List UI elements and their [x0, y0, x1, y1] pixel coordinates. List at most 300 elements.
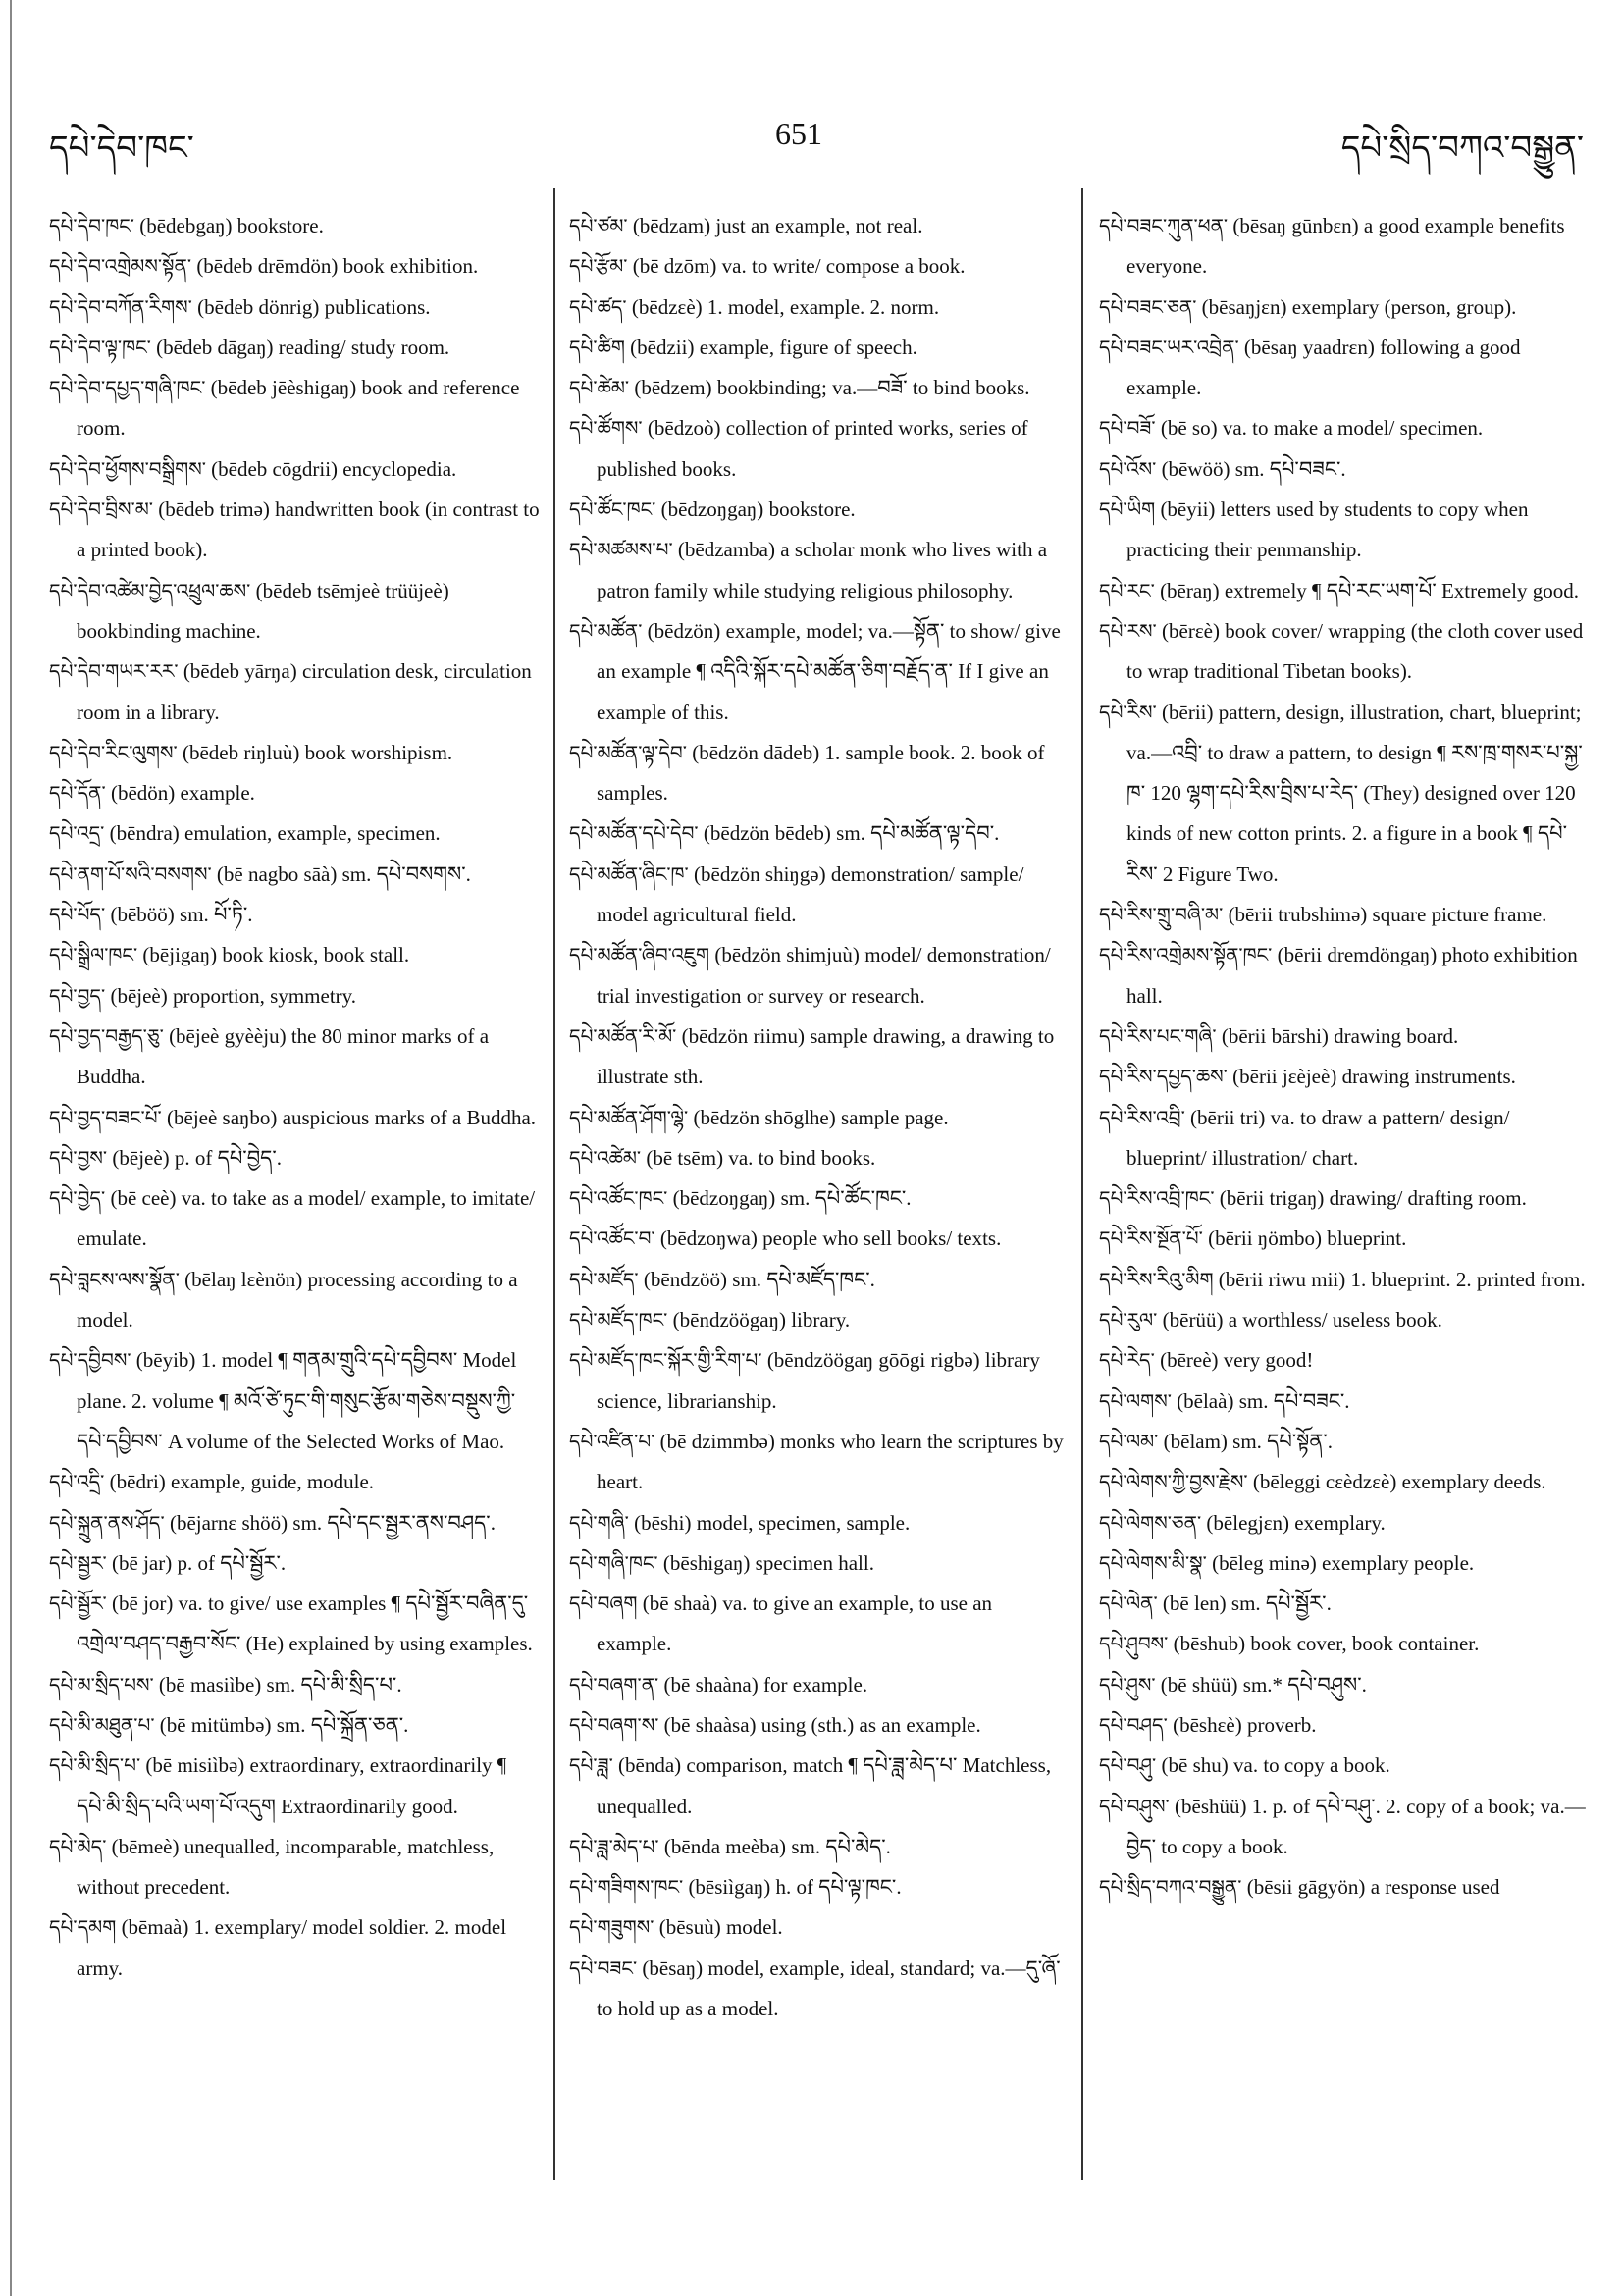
entry-transliteration: (bēwöö) [1161, 456, 1230, 481]
dictionary-entry [1099, 1665, 1590, 1705]
entry-transliteration: (bēdzön shimjuù) [714, 943, 860, 967]
entry-headword: དཔེ་སྒྲིལ་ཁང་ [49, 943, 138, 967]
entry-headword: དཔེ་བྱས་ [49, 1145, 108, 1170]
entry-transliteration: (bē misiìbə) [145, 1753, 245, 1778]
entry-definition: circulation desk, circulation room in a library. [77, 659, 532, 724]
entry-headword: དཔེ་བྱེད་ [49, 1186, 106, 1211]
dictionary-entry [1099, 1584, 1590, 1624]
entry-transliteration: (bējeè) [110, 983, 168, 1008]
dictionary-entry [49, 773, 540, 813]
entry-transliteration: (bējarnε shöö) [169, 1510, 288, 1535]
entry-transliteration: (bē shaàsa) [663, 1712, 757, 1737]
entry-definition: va. to write/ compose a book. [721, 254, 966, 279]
entry-definition: p. of དཔེ་སྦྱོར་. [177, 1550, 287, 1575]
dictionary-entry [49, 1462, 540, 1502]
entry-definition: book cover/ wrapping (the cloth cover used to wrap traditional Tibetan books). [1126, 618, 1584, 684]
entry-transliteration: (bēdeb cōgdrii) [211, 456, 339, 481]
entry-transliteration: (bēleggi cεèdzεè) [1252, 1470, 1397, 1494]
dictionary-entry [49, 1907, 540, 1989]
dictionary-entry [1099, 1867, 1590, 1907]
entry-transliteration: (bēdzoŋgaŋ) [660, 497, 764, 522]
dictionary-entry [569, 287, 1068, 328]
entry-definition: encyclopedia. [342, 456, 457, 481]
dictionary-entry [569, 733, 1068, 814]
entry-transliteration: (bē jor) [112, 1592, 174, 1616]
dictionary-entry [1099, 693, 1590, 895]
entry-headword: དཔེ་མཚོན་ལྟ་དེབ་ [569, 740, 687, 764]
entry-transliteration: (bēdzoŋgaŋ) [672, 1186, 776, 1211]
entry-definition: book exhibition. [342, 254, 479, 279]
dictionary-entry [49, 490, 540, 571]
dictionary-entry [569, 813, 1068, 854]
entry-definition: model, example, ideal, standard; va.—དུ་ཞོ་ to hold up as a model. [597, 1956, 1061, 2021]
dictionary-entry [49, 287, 540, 328]
entry-headword: དཔེ་ལེགས་ཅན་ [1099, 1510, 1202, 1535]
dictionary-entry [569, 1584, 1068, 1665]
entry-headword: དཔེ་དབྱིབས་ [49, 1348, 131, 1373]
entry-definition: following a good example. [1126, 335, 1521, 400]
entry-transliteration: (bēdzön riimu) [681, 1023, 805, 1048]
entry-definition: sm. དཔེ་མཛོད་ཁང་. [732, 1267, 875, 1291]
entry-definition: example, figure of speech. [699, 335, 917, 359]
entry-headword: དཔེ་བཞག་ས་ [569, 1712, 659, 1737]
entry-definition: exemplary deeds. [1401, 1470, 1546, 1494]
entry-transliteration: (bēshi) [634, 1510, 692, 1535]
entry-definition: sm. དཔེ་མི་སྲིད་པ་. [266, 1672, 402, 1696]
dictionary-entry [49, 368, 540, 449]
dictionary-entry [49, 1178, 540, 1260]
dictionary-entry [49, 1138, 540, 1178]
entry-headword: དཔེ་སྦྱར་ [49, 1550, 107, 1575]
entry-transliteration: (bējeè saŋbo) [167, 1105, 278, 1129]
column-divider [1081, 188, 1083, 2180]
entry-headword: དཔེ་འདྲ་ [49, 821, 105, 846]
entry-definition: bookstore. [768, 497, 856, 522]
entry-transliteration: (bēdeb dāgaŋ) [156, 335, 274, 359]
dictionary-entry [569, 1665, 1068, 1705]
dictionary-entry [49, 652, 540, 733]
entry-headword: དཔེ་ཚད་ [569, 294, 627, 319]
entry-transliteration: (bēdzii) [630, 335, 695, 359]
dictionary-entry [49, 976, 540, 1017]
entry-definition: proportion, symmetry. [173, 983, 357, 1008]
entry-definition: book worshipism. [304, 740, 453, 764]
entry-headword: དཔེ་རིས་སྔོན་པོ་ [1099, 1226, 1203, 1251]
column-divider [553, 188, 555, 2180]
entry-headword: དཔེ་མེད་ [49, 1834, 107, 1858]
entry-headword: དཔེ་ཤུབས་ [1099, 1632, 1169, 1656]
dictionary-entry [569, 935, 1068, 1017]
entry-transliteration: (bēdeb riŋluù) [182, 740, 300, 764]
entry-headword: དཔེ་དེབ་ལྟ་ཁང་ [49, 335, 151, 359]
dictionary-entry [569, 1907, 1068, 1948]
entry-headword: དཔེ་དེབ་འགྲེམས་སྟོན་ [49, 254, 192, 279]
entry-transliteration: (bēdzam) [632, 214, 711, 237]
entry-definition: very good! [1223, 1348, 1314, 1373]
entry-definition: 1. sample book. 2. book of samples. [597, 740, 1045, 806]
entry-headword: དཔེ་ཚོང་ཁང་ [569, 497, 656, 522]
entry-transliteration: (bēsiìgaŋ) [688, 1875, 771, 1900]
entry-transliteration: (bērii trubshimə) [1228, 903, 1368, 927]
entry-definition: va. to draw a pattern/ design/ blueprint/ illustration/ chart. [1126, 1105, 1510, 1170]
entry-headword: དཔེ་ནག་པོ་སའི་བསགས་ [49, 861, 212, 886]
dictionary-entry [49, 1503, 540, 1543]
dictionary-entry [49, 855, 540, 895]
entry-transliteration: (bēleg minə) [1212, 1550, 1317, 1575]
entry-transliteration: (bēndzöögaŋ gōōgi rigbə) [766, 1348, 980, 1373]
dictionary-entry [1099, 1300, 1590, 1340]
entry-definition: book and reference room. [77, 376, 520, 441]
dictionary-entry [49, 449, 540, 490]
entry-definition: sample drawing, a drawing to illustrate sth. [597, 1023, 1055, 1089]
entry-headword: དཔེ་བཟོ་ [1099, 416, 1156, 441]
entry-definition: sm. དཔེ་བཟང་. [1238, 1388, 1350, 1413]
entry-transliteration: (bēdzön bēdeb) [703, 821, 831, 846]
entry-definition: sample page. [840, 1105, 949, 1129]
entry-headword: དཔེ་གཟུགས་ [569, 1915, 654, 1940]
dictionary-entry [1099, 449, 1590, 490]
entry-transliteration: (bē shaà) [642, 1592, 718, 1616]
dictionary-entry [1099, 1219, 1590, 1259]
entry-headword: དཔེ་བྱད་བརྒྱད་ཅུ་ [49, 1023, 164, 1048]
dictionary-entry [1099, 1462, 1590, 1502]
entry-transliteration: (bēdzoò) [647, 416, 721, 441]
entry-definition: book cover, book container. [1250, 1632, 1480, 1656]
entry-definition: exemplary. [1294, 1510, 1386, 1535]
entry-headword: དཔེ་མི་སྲིད་པ་ [49, 1753, 141, 1778]
entry-transliteration: (bējigaŋ) [142, 943, 218, 967]
entry-transliteration: (bēdeb dönrig) [197, 294, 320, 319]
entry-transliteration: (bēdzön shōglhe) [693, 1105, 836, 1129]
entry-definition: processing according to a model. [77, 1267, 518, 1332]
entry-headword: དཔེ་མཚོན་ཞིབ་འཇུག [569, 943, 710, 967]
entry-transliteration: (bēdön) [110, 781, 176, 806]
dictionary-entry [1099, 287, 1590, 328]
entry-headword: དཔེ་འདྲི་ [49, 1470, 105, 1494]
header-right-headword: དཔེ་སྲིད་བཀའ་བསྒྱུན་ [1340, 130, 1584, 167]
entry-definition: va. to take as a model/ example, to imitate/ emulate. [77, 1186, 536, 1251]
entry-definition: auspicious marks of a Buddha. [282, 1105, 537, 1129]
entry-transliteration: (bēdzamba) [677, 538, 775, 562]
entry-headword: དཔེ་བྱད་ [49, 983, 106, 1008]
entry-headword: དཔེ་ཟླ་ [569, 1753, 613, 1778]
entry-transliteration: (bējeè) [112, 1145, 170, 1170]
entry-transliteration: (bēshigaŋ) [662, 1550, 751, 1575]
entry-definition: the 80 minor marks of a Buddha. [77, 1023, 490, 1089]
dictionary-entry [569, 1746, 1068, 1827]
entry-headword: དཔེ་རིས་འབྲི་ཁང་ [1099, 1186, 1215, 1211]
entry-headword: དཔེ་རིས་རིའུ་མིག [1099, 1267, 1214, 1291]
entry-headword: དཔེ་རིས་འགྲེམས་སྟོན་ཁང་ [1099, 943, 1273, 967]
entry-headword: དཔེ་མཚོན་ཤོག་ལྷེ་ [569, 1105, 689, 1129]
entry-headword: དཔེ་དེབ་བྲིས་མ་ [49, 497, 153, 522]
entry-definition: p. of དཔེ་བྱེད་. [174, 1145, 282, 1170]
entry-headword: དཔེ་སྲིད་བཀའ་བསྒྱུན་ [1099, 1875, 1242, 1900]
entry-definition: reading/ study room. [278, 335, 450, 359]
dictionary-entry [569, 1260, 1068, 1300]
dictionary-entry [569, 490, 1068, 530]
entry-headword: དཔེ་དེབ་འཚེམ་བྱེད་འཕྲུལ་ཆས་ [49, 578, 251, 602]
entry-transliteration: (bēlegjεn) [1206, 1510, 1290, 1535]
entry-headword: དཔེ་མཛོད་ཁང་སྐོར་གྱི་རིག་པ་ [569, 1348, 762, 1373]
dictionary-entry [49, 1098, 540, 1138]
dictionary-entry [569, 1340, 1068, 1422]
dictionary-entry [49, 1584, 540, 1665]
entry-transliteration: (bēraŋ) [1160, 578, 1220, 602]
dictionary-entry [1099, 1705, 1590, 1746]
dictionary-entry [569, 1098, 1068, 1138]
entry-transliteration: (bēdzön dādeb) [692, 740, 820, 764]
entry-transliteration: (bēlam) [1163, 1429, 1228, 1453]
entry-definition: extremely ¶ དཔེ་རང་ཡག་པོ་ Extremely good. [1224, 578, 1579, 602]
entry-definition: bookbinding machine. [77, 618, 261, 643]
entry-transliteration: (bēyib) [135, 1348, 196, 1373]
entry-definition: a response used [1370, 1875, 1500, 1900]
entry-headword: དཔེ་དེབ་ཕྱོགས་བསྒྲིགས་ [49, 456, 206, 481]
dictionary-entry [1099, 935, 1590, 1017]
entry-definition: sm. དཔེ་མཚོན་ལྟ་དེབ་. [836, 821, 1000, 846]
entry-definition: a scholar monk who lives with a patron family while studying religious philosophy. [597, 538, 1048, 602]
dictionary-entry [49, 1340, 540, 1462]
entry-transliteration: (bē nagbo sāà) [216, 861, 338, 886]
entry-transliteration: (bēdeb tsēmjeè trüüjeè) [255, 578, 449, 602]
entry-transliteration: (bē shüü) [1160, 1672, 1238, 1696]
entry-headword: དཔེ་རེད་ [1099, 1348, 1155, 1373]
entry-definition: 1. blueprint. 2. printed from. [1350, 1267, 1586, 1291]
entry-headword: དཔེ་མི་མཐུན་པ་ [49, 1712, 155, 1737]
entry-headword: དཔེ་བཟང་ཅན་ [1099, 294, 1197, 319]
entry-headword: དཔེ་བཞག་ན་ [569, 1672, 659, 1696]
dictionary-entry [1099, 1178, 1590, 1219]
entry-transliteration: (bēlaà) [1177, 1388, 1234, 1413]
entry-definition: example, model; va.—སྟོན་ to show/ give an example ¶ འདིའི་སྐོར་དཔེ་མཚོན་ཅིག་བརྗོད་ན་ If I give an example of this. [597, 618, 1061, 724]
entry-headword: དཔེ་དེབ་བཀོན་རིགས་ [49, 294, 192, 319]
dictionary-entry [1099, 490, 1590, 571]
entry-transliteration: (bē tsēm) [646, 1145, 724, 1170]
entry-headword: དཔེ་དེབ་གཡར་རར་ [49, 659, 179, 684]
entry-definition: va. to copy a book. [1233, 1753, 1390, 1778]
entry-definition: comparison, match ¶ དཔེ་ཟླ་མེད་པ་ Matchless, unequalled. [597, 1753, 1052, 1818]
entry-definition: pattern, design, illustration, chart, blueprint; va.—འབྲི་ to draw a pattern, to design ¶ རས་ཁྲ་གསར་པ་སྐྱ་ཁ་ 120 ལྷག་དཔེ་རིས་བྲིས་པ་རེད་ (They) designed over 120 kinds of new cotton prints. 2. a figure in a book ¶ དཔེ་རིས་ 2 Figure Two. [1126, 700, 1583, 886]
entry-headword: དཔེ་ཡིག [1099, 497, 1156, 522]
dictionary-entry [569, 1543, 1068, 1584]
dictionary-entry [1099, 1057, 1590, 1097]
entry-transliteration: (bērii trigaŋ) [1219, 1186, 1325, 1211]
entry-transliteration: (bēböö) [110, 903, 175, 927]
entry-definition: handwritten book (in contrast to a printed book). [77, 497, 540, 562]
dictionary-entry [569, 1503, 1068, 1543]
entry-definition: a good example benefits everyone. [1126, 214, 1565, 279]
entry-definition: collection of printed works, series of published books. [597, 416, 1028, 481]
dictionary-entry [1099, 1746, 1590, 1786]
entry-definition: demonstration/ sample/ model agricultural field. [597, 861, 1024, 927]
dictionary-column-3 [1099, 206, 1590, 2257]
dictionary-entry [49, 1260, 540, 1341]
entry-transliteration: (bērii jεèjeè) [1232, 1065, 1337, 1089]
entry-headword: དཔེ་རང་ [1099, 578, 1155, 602]
entry-definition: unequalled, incomparable, matchless, without precedent. [77, 1834, 495, 1900]
entry-transliteration: (bēdzön) [647, 618, 721, 643]
dictionary-entry [1099, 1624, 1590, 1664]
entry-transliteration: (bēdeb jēèshigaŋ) [210, 376, 357, 400]
entry-headword: དཔེ་རྩོམ་ [569, 254, 628, 279]
dictionary-entry [569, 1422, 1068, 1503]
entry-transliteration: (bēdzön shiŋgə) [694, 861, 826, 886]
entry-transliteration: (bē so) [1160, 416, 1218, 441]
entry-definition: 1. model, example. 2. norm. [707, 294, 940, 319]
dictionary-entry [1099, 1543, 1590, 1584]
entry-definition: 1. p. of དཔེ་བཤུ་. 2. copy of a book; va.—བྱེད་ to copy a book. [1126, 1794, 1586, 1858]
dictionary-entry [569, 368, 1068, 408]
dictionary-entry [1099, 1787, 1590, 1868]
entry-definition: exemplary (person, group). [1291, 294, 1517, 319]
entry-headword: དཔེ་བཟང་ [569, 1956, 638, 1980]
entry-headword: དཔེ་ལམ་ [1099, 1429, 1159, 1453]
entry-transliteration: (bē len) [1162, 1592, 1227, 1616]
entry-definition: for example. [762, 1672, 868, 1696]
entry-definition: extraordinary, extraordinarily ¶ དཔེ་མི་སྲིད་པའི་ཡག་པོ་འདུག Extraordinarily good. [77, 1753, 507, 1818]
dictionary-entry [49, 1017, 540, 1098]
entry-transliteration: (bēdeb yārŋa) [183, 659, 297, 684]
entry-transliteration: (bē dzōm) [632, 254, 717, 279]
entry-transliteration: (bērüü) [1162, 1308, 1224, 1332]
dictionary-entry [49, 813, 540, 854]
dictionary-entry [49, 733, 540, 773]
entry-headword: དཔེ་སྦྱོར་ [49, 1592, 107, 1616]
entry-transliteration: (bē masiìbe) [158, 1672, 262, 1696]
entry-headword: དཔེ་བཤུས་ [1099, 1794, 1170, 1818]
entry-definition: photo exhibition hall. [1126, 943, 1578, 1008]
entry-headword: དཔེ་དེབ་ཁང་ [49, 214, 134, 237]
entry-definition: model. [725, 1915, 783, 1940]
entry-definition: drawing instruments. [1341, 1065, 1516, 1089]
entry-definition: sm. དཔེ་བསགས་. [341, 861, 471, 886]
entry-headword: དཔེ་བཞག [569, 1592, 638, 1616]
entry-transliteration: (bē shu) [1161, 1753, 1229, 1778]
dictionary-entry [569, 530, 1068, 611]
entry-transliteration: (bēreè) [1160, 1348, 1219, 1373]
dictionary-entry [569, 855, 1068, 936]
entry-definition: monks who learn the scriptures by heart. [597, 1429, 1064, 1494]
entry-transliteration: (bēnda) [618, 1753, 682, 1778]
dictionary-entry [49, 1705, 540, 1746]
dictionary-entry [1099, 1340, 1590, 1381]
entry-transliteration: (bēdzεè) [631, 294, 703, 319]
dictionary-entry [49, 1543, 540, 1584]
entry-definition: emulation, example, specimen. [184, 821, 441, 846]
entry-transliteration: (bēdeb drēmdön) [196, 254, 339, 279]
entry-headword: དཔེ་དེབ་རིང་ལུགས་ [49, 740, 178, 764]
dictionary-entry [1099, 1017, 1590, 1057]
entry-transliteration: (bēsii gāgyön) [1246, 1875, 1366, 1900]
entry-headword: དཔེ་འཚོང་བ་ [569, 1226, 655, 1251]
entry-definition: people who sell books/ texts. [762, 1226, 1002, 1251]
entry-definition: model/ demonstration/ trial investigation or survey or research. [597, 943, 1051, 1008]
entry-headword: དཔེ་འཛིན་པ་ [569, 1429, 655, 1453]
entry-transliteration: (bēdri) [109, 1470, 166, 1494]
dictionary-entry [49, 1827, 540, 1908]
dictionary-entry [1099, 1098, 1590, 1179]
dictionary-entry [569, 328, 1068, 368]
dictionary-entry [1099, 1503, 1590, 1543]
entry-headword: དཔེ་མཚོན་དཔེ་དེབ་ [569, 821, 699, 846]
dictionary-entry [569, 1219, 1068, 1259]
header-left-headword: དཔེ་དེབ་ཁང་ [49, 130, 194, 167]
entry-definition: publications. [324, 294, 431, 319]
entry-definition: h. of དཔེ་ལྟ་ཁང་. [775, 1875, 902, 1900]
dictionary-entry [1099, 1422, 1590, 1462]
dictionary-entry [49, 328, 540, 368]
entry-headword: དཔེ་ལེན་ [1099, 1592, 1158, 1616]
entry-transliteration: (bēdzoŋwa) [659, 1226, 758, 1251]
entry-definition: drawing/ drafting room. [1329, 1186, 1527, 1211]
entry-definition: using (sth.) as an example. [760, 1712, 981, 1737]
page-number: 651 [775, 116, 822, 151]
entry-headword: དཔེ་མཚོན་རི་མོ་ [569, 1023, 677, 1048]
entry-transliteration: (bēdebgaŋ) [139, 214, 233, 237]
entry-transliteration: (bē ceè) [110, 1186, 177, 1211]
entry-definition: sm. དཔེ་མེད་. [791, 1834, 891, 1858]
entry-definition: library. [791, 1308, 851, 1332]
entry-headword: དཔེ་སྐྲུན་ནས་ཤོད་ [49, 1510, 165, 1535]
entry-transliteration: (bēsaŋjεn) [1201, 294, 1287, 319]
entry-headword: དཔེ་རིས་འབྲི་ [1099, 1105, 1185, 1129]
dictionary-entry [569, 1300, 1068, 1340]
entry-headword: དཔེ་མ་སྲིད་པས་ [49, 1672, 154, 1696]
entry-transliteration: (bērii dremdöngaŋ) [1277, 943, 1438, 967]
entry-headword: དཔེ་དམག [49, 1915, 117, 1940]
entry-definition: va. to make a model/ specimen. [1222, 416, 1484, 441]
dictionary-entry [49, 1746, 540, 1827]
dictionary-entry [49, 935, 540, 975]
entry-headword: དཔེ་རིས་པང་གཞི་ [1099, 1023, 1217, 1048]
entry-headword: དཔེ་འཚོང་ཁང་ [569, 1186, 668, 1211]
dictionary-entry [569, 611, 1068, 733]
entry-definition: proverb. [1246, 1712, 1317, 1737]
dictionary-column-1 [49, 206, 540, 2257]
dictionary-entry [49, 1665, 540, 1705]
dictionary-entry [569, 206, 1068, 246]
entry-transliteration: (bē jar) [112, 1550, 173, 1575]
entry-definition: sm. དཔེ་སྟོན་. [1232, 1429, 1334, 1453]
entry-definition: bookstore. [236, 214, 324, 237]
entry-transliteration: (bēndzöögaŋ) [672, 1308, 786, 1332]
entry-definition: sm. པོ་ཏི་. [180, 903, 253, 927]
entry-headword: དཔེ་རུལ་ [1099, 1308, 1158, 1332]
entry-definition: library science, librarianship. [597, 1348, 1040, 1413]
entry-headword: དཔེ་ཚོགས་ [569, 416, 643, 441]
entry-headword: དཔེ་ལེགས་མི་སྣ་ [1099, 1550, 1207, 1575]
entry-headword: དཔེ་པོད་ [49, 903, 106, 927]
entry-transliteration: (bējeè gyèèju) [169, 1023, 287, 1048]
entry-headword: དཔེ་ཚིག [569, 335, 625, 359]
entry-definition: sm. དཔེ་ཚོང་ཁང་. [780, 1186, 912, 1211]
dictionary-entry [569, 1705, 1068, 1746]
entry-headword: དཔེ་འོས་ [1099, 456, 1157, 481]
entry-headword: དཔེ་གཞི་ཁང་ [569, 1550, 658, 1575]
dictionary-entry [569, 1867, 1068, 1907]
entry-transliteration: (bēmaà) [121, 1915, 189, 1940]
entry-headword: དཔེ་ལེགས་ཀྱི་བྱས་རྗེས་ [1099, 1470, 1248, 1494]
entry-definition: sm. དཔེ་སྦྱོར་. [1230, 1592, 1332, 1616]
entry-definition: specimen hall. [755, 1550, 874, 1575]
entry-headword: དཔེ་བཤུ་ [1099, 1753, 1157, 1778]
entry-headword: དཔེ་མཛོད་ཁང་ [569, 1308, 668, 1332]
entry-transliteration: (bēshub) [1173, 1632, 1246, 1656]
entry-headword: དཔེ་ལགས་ [1099, 1388, 1172, 1413]
dictionary-entry [1099, 611, 1590, 693]
entry-transliteration: (bērii riwu mii) [1218, 1267, 1346, 1291]
